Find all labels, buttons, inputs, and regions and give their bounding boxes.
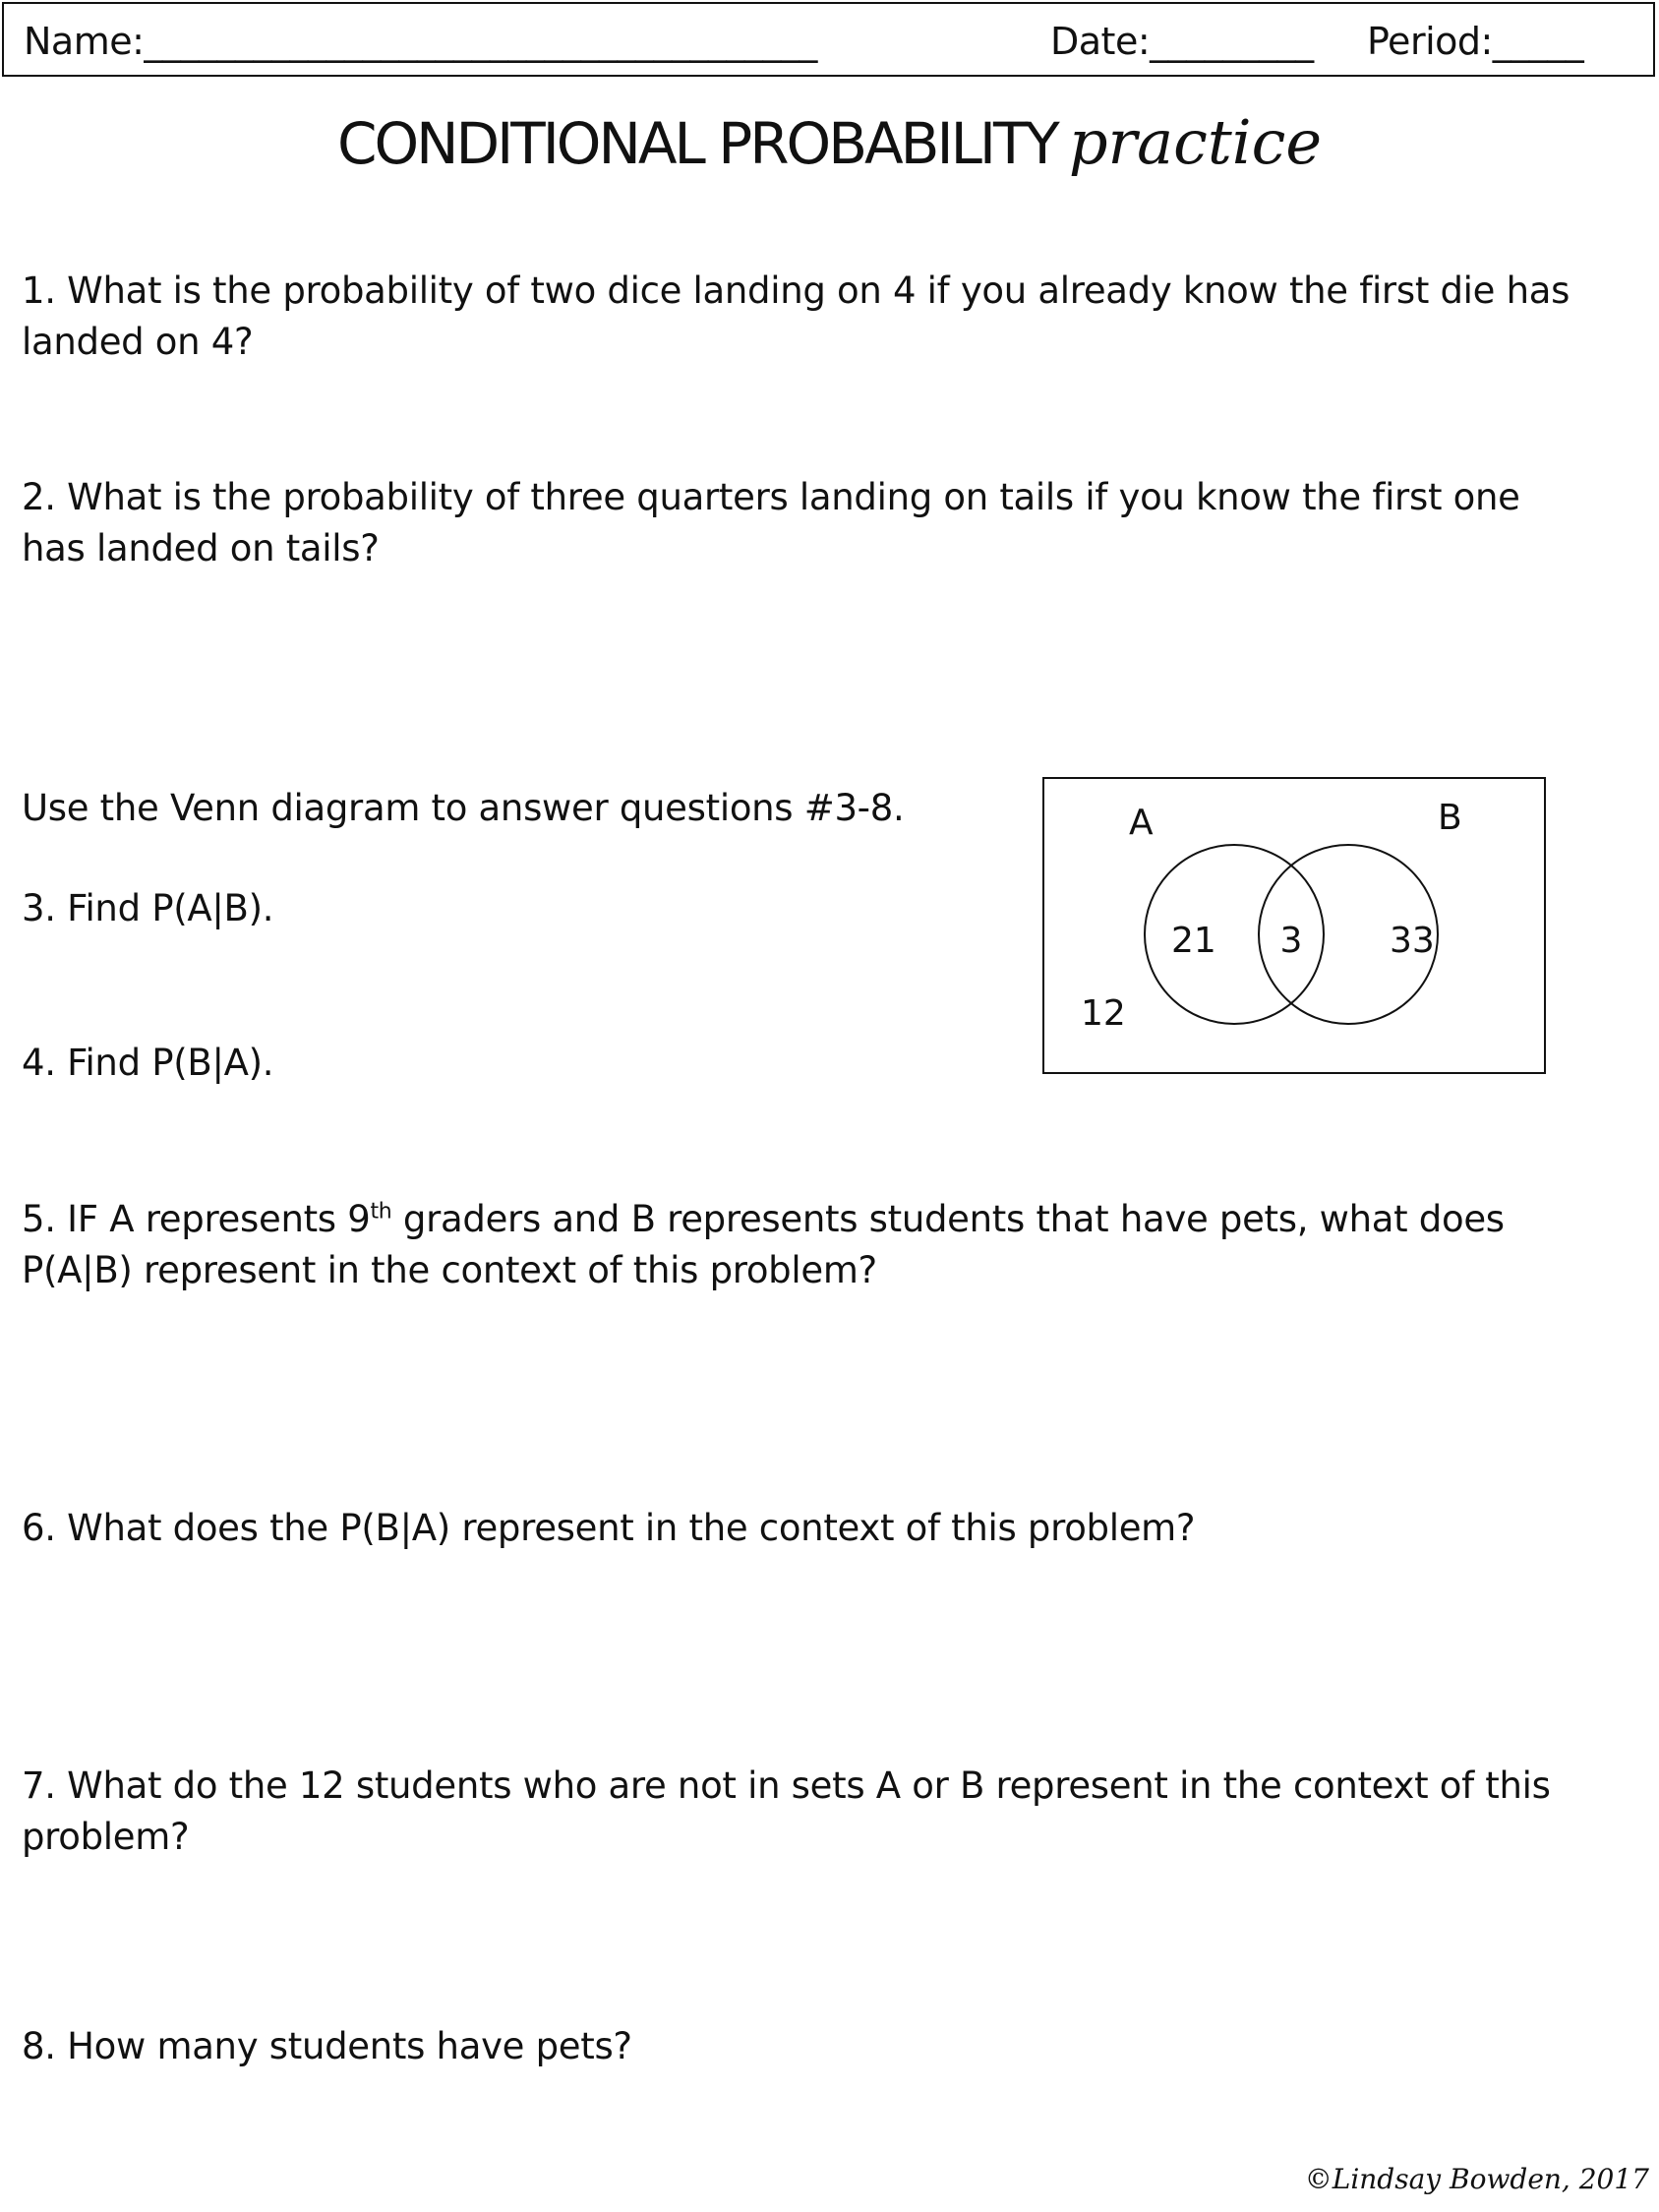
question-5-part2: graders and B represents students that have pets, what does P(A|B) represent in the context of this problem? [22, 1198, 1505, 1291]
venn-value-only-a: 21 [1171, 921, 1216, 961]
question-6: 6. What does the P(B|A) represent in the context of this problem? [22, 1507, 1196, 1549]
venn-value-both: 3 [1279, 921, 1303, 961]
venn-label-a: A [1129, 803, 1154, 843]
question-3: 3. Find P(A|B). [22, 887, 274, 929]
period-field: Period:_____ [1367, 20, 1584, 63]
title-script: practice [1068, 106, 1323, 178]
question-1: 1. What is the probability of two dice landing on 4 if you already know the first die has landed on 4? [22, 269, 1570, 363]
header-box [2, 2, 1655, 77]
title-main: CONDITIONAL PROBABILITY [336, 110, 1057, 177]
venn-diagram [1042, 777, 1546, 1074]
question-4: 4. Find P(B|A). [22, 1042, 274, 1084]
question-5 [22, 1194, 1575, 1296]
page-title [0, 106, 1659, 178]
venn-value-only-b: 33 [1390, 921, 1435, 961]
question-8: 8. How many students have pets? [22, 2025, 632, 2067]
venn-value-neither: 12 [1081, 993, 1126, 1034]
question-7: 7. What do the 12 students who are not in sets A or B represent in the context of this problem? [22, 1764, 1551, 1858]
date-field: Date:_________ [1050, 20, 1314, 63]
name-field: Name:_____________________________________ [24, 20, 817, 63]
venn-svg [1042, 777, 1546, 1074]
question-5-part1: 5. IF A represents 9 [22, 1198, 371, 1240]
copyright-footer: ©Lindsay Bowden, 2017 [1304, 2163, 1649, 2195]
venn-instructions: Use the Venn diagram to answer questions #3-8. [22, 787, 905, 829]
venn-label-b: B [1438, 798, 1462, 838]
question-5-superscript: th [370, 1199, 392, 1225]
question-2: 2. What is the probability of three quarters landing on tails if you know the first one has landed on tails? [22, 476, 1520, 569]
